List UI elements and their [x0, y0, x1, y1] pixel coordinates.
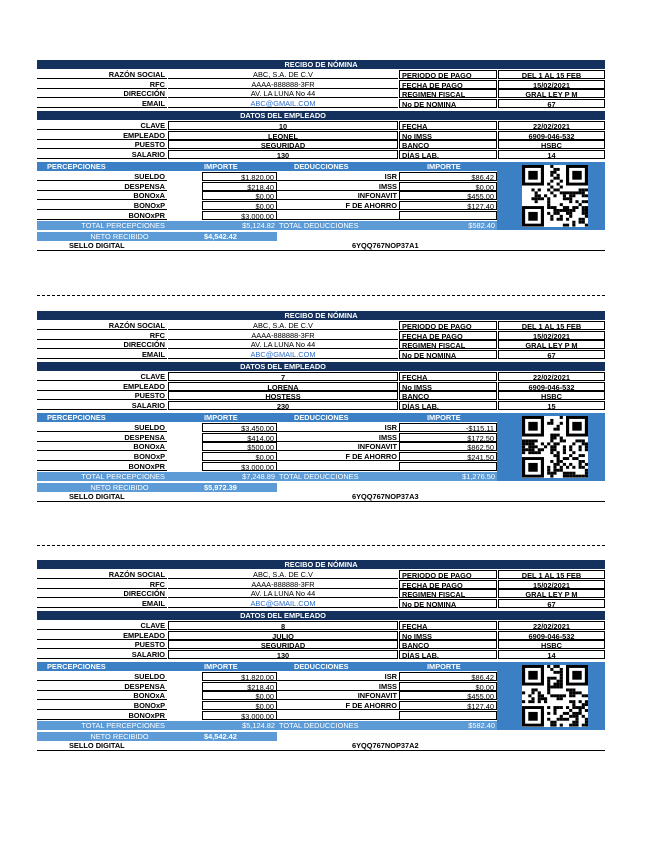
company-row-email [37, 99, 605, 108]
neto-row [37, 732, 497, 741]
clave-value: 8 [168, 621, 398, 630]
percepcion-importe: $3,000.00 [202, 711, 277, 720]
imss-label: No IMSS [399, 382, 497, 391]
deduccion-label: ISR [277, 423, 399, 432]
banco-label: BANCO [399, 140, 497, 149]
percepcion-label: BONOxPR [37, 462, 167, 471]
neto-value: $5,972.39 [202, 483, 277, 492]
sello-value: 6YQQ767NOP37A1 [352, 241, 419, 251]
empleado-label: EMPLEADO [37, 631, 167, 640]
deduccion-importe: $862.50 [399, 442, 497, 451]
employee-header: DATOS DEL EMPLEADO [240, 611, 326, 620]
employee-row-salario [37, 650, 605, 659]
fecha_pago-value: 15/02/2021 [498, 331, 605, 340]
banco-value: HSBC [498, 140, 605, 149]
deduccion-importe: $86.42 [399, 172, 497, 181]
rfc-value: AAAA-888888-3FR [168, 580, 398, 589]
percepcion-label: BONOxP [37, 701, 167, 710]
sello-label: SELLO DIGITAL [69, 492, 125, 502]
rfc-value: AAAA-888888-3FR [168, 80, 398, 89]
importe-header: IMPORTE [204, 413, 238, 422]
payroll-receipt [37, 60, 605, 292]
neto-label: NETO RECIBIDO [37, 483, 202, 492]
percepcion-importe: $1,820.00 [202, 172, 277, 181]
empleado-value: LEONEL [168, 131, 398, 140]
qr-code [522, 416, 588, 478]
percepcion-importe: $1,820.00 [202, 672, 277, 681]
percepcion-label: DESPENSA [37, 433, 167, 442]
receipt-title: RECIBO DE NÓMINA [284, 311, 358, 320]
imss-value: 6909-046-532 [498, 131, 605, 140]
salario-label: SALARIO [37, 401, 167, 410]
razon_social-value: ABC, S.A. DE C.V [168, 321, 398, 330]
employee-header: DATOS DEL EMPLEADO [240, 111, 326, 120]
deduccion-importe: $455.00 [399, 191, 497, 200]
sello-label: SELLO DIGITAL [69, 741, 125, 751]
deduccion-importe: $0.00 [399, 682, 497, 691]
nomina-value: 67 [498, 599, 605, 608]
puesto-value: SEGURIDAD [168, 140, 398, 149]
periodo-label: PERIODO DE PAGO [399, 570, 497, 579]
dashed-separator [37, 295, 605, 296]
deduccion-importe: $0.00 [399, 182, 497, 191]
totals-row [37, 472, 497, 481]
clave-label: CLAVE [37, 621, 167, 630]
razon_social-label: RAZÓN SOCIAL [37, 321, 167, 330]
fecha-label: FECHA [399, 372, 497, 381]
empleado-label: EMPLEADO [37, 131, 167, 140]
percepcion-label: BONOxP [37, 201, 167, 210]
email-label: EMAIL [37, 99, 167, 108]
fecha_pago-value: 15/02/2021 [498, 580, 605, 589]
receipt-title-bar [37, 311, 605, 320]
neto-value: $4,542.42 [202, 232, 277, 241]
importe-deducciones-header: IMPORTE [427, 662, 461, 671]
percepcion-importe: $3,000.00 [202, 211, 277, 220]
rfc-label: RFC [37, 580, 167, 589]
percepcion-label: BONOxP [37, 452, 167, 461]
regimen-value: GRAL LEY P M [498, 340, 605, 349]
sello-value: 6YQQ767NOP37A2 [352, 741, 419, 751]
company-row-direccion [37, 589, 605, 598]
banco-label: BANCO [399, 640, 497, 649]
salario-value: 230 [168, 401, 398, 410]
sello-value: 6YQQ767NOP37A3 [352, 492, 419, 502]
importe-header: IMPORTE [204, 162, 238, 171]
empleado-value: JULIO [168, 631, 398, 640]
fecha_pago-label: FECHA DE PAGO [399, 80, 497, 89]
email-link[interactable]: ABC@GMAIL.COM [168, 99, 398, 108]
email-link[interactable]: ABC@GMAIL.COM [168, 350, 398, 359]
fecha_pago-value: 15/02/2021 [498, 80, 605, 89]
empleado-value: LORENA [168, 382, 398, 391]
regimen-label: REGIMEN FISCAL [399, 89, 497, 98]
company-row-direccion [37, 89, 605, 98]
deduccion-importe: $241.50 [399, 452, 497, 461]
direccion-label: DIRECCIÓN [37, 89, 167, 98]
clave-value: 10 [168, 121, 398, 130]
total-deducciones-value: $582.40 [468, 220, 495, 230]
deduccion-label: IMSS [277, 182, 399, 191]
razon_social-value: ABC, S.A. DE C.V [168, 570, 398, 579]
puesto-label: PUESTO [37, 391, 167, 400]
email-label: EMAIL [37, 350, 167, 359]
email-label: EMAIL [37, 599, 167, 608]
total-percepciones-label: TOTAL PERCEPCIONES [81, 471, 165, 481]
employee-row-empleado [37, 382, 605, 391]
total-deducciones-value: $582.40 [468, 720, 495, 730]
company-row-direccion [37, 340, 605, 349]
percepcion-label: BONOxPR [37, 211, 167, 220]
deduccion-label: IMSS [277, 433, 399, 442]
deduccion-importe: $455.00 [399, 691, 497, 700]
receipt-title-bar [37, 60, 605, 69]
direccion-label: DIRECCIÓN [37, 589, 167, 598]
total-percepciones-value: $7,248.89 [242, 471, 275, 481]
banco-value: HSBC [498, 391, 605, 400]
percepcion-label: DESPENSA [37, 182, 167, 191]
percepcion-label: SUELDO [37, 672, 167, 681]
total-deducciones-value: $1,276.50 [462, 471, 495, 481]
deduccion-importe: $127.40 [399, 701, 497, 710]
deduccion-label: ISR [277, 172, 399, 181]
fecha_pago-label: FECHA DE PAGO [399, 331, 497, 340]
puesto-label: PUESTO [37, 640, 167, 649]
qr-code-graphic [522, 165, 588, 227]
deducciones-header: DEDUCCIONES [294, 162, 349, 171]
percepcion-label: BONOxA [37, 191, 167, 200]
sello-row [37, 492, 605, 502]
percepcion-importe: $0.00 [202, 701, 277, 710]
sello-row [37, 241, 605, 251]
salario-value: 130 [168, 150, 398, 159]
percepcion-label: SUELDO [37, 172, 167, 181]
deduccion-importe: -$115.11 [399, 423, 497, 432]
employee-row-puesto [37, 140, 605, 149]
deduccion-importe [399, 462, 497, 471]
deduccion-label: INFONAVIT [277, 442, 399, 451]
salario-label: SALARIO [37, 650, 167, 659]
employee-row-clave [37, 621, 605, 630]
razon_social-label: RAZÓN SOCIAL [37, 70, 167, 79]
dashed-separator [37, 545, 605, 546]
dias-label: DÍAS LAB. [399, 650, 497, 659]
total-percepciones-label: TOTAL PERCEPCIONES [81, 220, 165, 230]
company-row-rfc [37, 80, 605, 89]
percepcion-importe: $0.00 [202, 191, 277, 200]
deduccion-label: F DE AHORRO [277, 201, 399, 210]
deduccion-importe [399, 711, 497, 720]
employee-row-clave [37, 121, 605, 130]
clave-value: 7 [168, 372, 398, 381]
clave-label: CLAVE [37, 121, 167, 130]
imss-value: 6909-046-532 [498, 382, 605, 391]
nomina-label: No DE NOMINA [399, 99, 497, 108]
clave-label: CLAVE [37, 372, 167, 381]
total-deducciones-label: TOTAL DEDUCCIONES [279, 720, 359, 730]
deduccion-label: INFONAVIT [277, 191, 399, 200]
percepcion-label: BONOxA [37, 442, 167, 451]
puesto-value: HOSTESS [168, 391, 398, 400]
salario-label: SALARIO [37, 150, 167, 159]
percepcion-label: DESPENSA [37, 682, 167, 691]
employee-row-salario [37, 401, 605, 410]
percepcion-importe: $500.00 [202, 442, 277, 451]
qr-code [522, 165, 588, 227]
deduccion-label [277, 711, 399, 720]
deduccion-importe [399, 211, 497, 220]
periodo-label: PERIODO DE PAGO [399, 321, 497, 330]
percepciones-header: PERCEPCIONES [47, 413, 106, 422]
employee-row-puesto [37, 391, 605, 400]
deduccion-label: F DE AHORRO [277, 701, 399, 710]
periodo-label: PERIODO DE PAGO [399, 70, 497, 79]
rfc-label: RFC [37, 80, 167, 89]
razon_social-label: RAZÓN SOCIAL [37, 570, 167, 579]
fecha-value: 22/02/2021 [498, 121, 605, 130]
percepcion-importe: $414.00 [202, 433, 277, 442]
banco-value: HSBC [498, 640, 605, 649]
regimen-label: REGIMEN FISCAL [399, 589, 497, 598]
company-row-razon_social [37, 70, 605, 79]
percepcion-label: BONOxPR [37, 711, 167, 720]
imss-label: No IMSS [399, 131, 497, 140]
direccion-value: AV. LA LUNA No 44 [168, 89, 398, 98]
receipt-title: RECIBO DE NÓMINA [284, 60, 358, 69]
total-percepciones-value: $5,124.82 [242, 720, 275, 730]
qr-code-graphic [522, 665, 588, 727]
company-row-rfc [37, 331, 605, 340]
email-link[interactable]: ABC@GMAIL.COM [168, 599, 398, 608]
percepciones-header: PERCEPCIONES [47, 162, 106, 171]
neto-value: $4,542.42 [202, 732, 277, 741]
payroll-items-header [37, 662, 497, 671]
deduccion-label: F DE AHORRO [277, 452, 399, 461]
deduccion-label: INFONAVIT [277, 691, 399, 700]
rfc-label: RFC [37, 331, 167, 340]
fecha-label: FECHA [399, 121, 497, 130]
fecha-label: FECHA [399, 621, 497, 630]
direccion-value: AV. LA LUNA No 44 [168, 589, 398, 598]
sello-label: SELLO DIGITAL [69, 241, 125, 251]
neto-label: NETO RECIBIDO [37, 732, 202, 741]
deduccion-label [277, 211, 399, 220]
total-deducciones-label: TOTAL DEDUCCIONES [279, 220, 359, 230]
percepcion-importe: $3,450.00 [202, 423, 277, 432]
employee-row-empleado [37, 631, 605, 640]
puesto-label: PUESTO [37, 140, 167, 149]
deduccion-label: ISR [277, 672, 399, 681]
deduccion-importe: $127.40 [399, 201, 497, 210]
direccion-value: AV. LA LUNA No 44 [168, 340, 398, 349]
percepcion-importe: $0.00 [202, 201, 277, 210]
regimen-value: GRAL LEY P M [498, 589, 605, 598]
dias-value: 14 [498, 650, 605, 659]
company-row-email [37, 350, 605, 359]
dias-label: DÍAS LAB. [399, 150, 497, 159]
company-row-razon_social [37, 570, 605, 579]
company-row-razon_social [37, 321, 605, 330]
periodo-value: DEL 1 AL 15 FEB [498, 70, 605, 79]
banco-label: BANCO [399, 391, 497, 400]
employee-row-puesto [37, 640, 605, 649]
employee-row-clave [37, 372, 605, 381]
percepcion-importe: $3,000.00 [202, 462, 277, 471]
fecha_pago-label: FECHA DE PAGO [399, 580, 497, 589]
payroll-receipt [37, 311, 605, 543]
salario-value: 130 [168, 650, 398, 659]
percepcion-label: SUELDO [37, 423, 167, 432]
percepciones-header: PERCEPCIONES [47, 662, 106, 671]
periodo-value: DEL 1 AL 15 FEB [498, 570, 605, 579]
totals-row [37, 721, 497, 730]
total-deducciones-label: TOTAL DEDUCCIONES [279, 471, 359, 481]
employee-row-salario [37, 150, 605, 159]
employee-row-empleado [37, 131, 605, 140]
nomina-label: No DE NOMINA [399, 599, 497, 608]
nomina-label: No DE NOMINA [399, 350, 497, 359]
fecha-value: 22/02/2021 [498, 621, 605, 630]
deduccion-importe: $172.50 [399, 433, 497, 442]
company-row-rfc [37, 580, 605, 589]
deduccion-label [277, 462, 399, 471]
total-percepciones-value: $5,124.82 [242, 220, 275, 230]
qr-code [522, 665, 588, 727]
nomina-value: 67 [498, 350, 605, 359]
rfc-value: AAAA-888888-3FR [168, 331, 398, 340]
employee-header: DATOS DEL EMPLEADO [240, 362, 326, 371]
percepcion-label: BONOxA [37, 691, 167, 700]
payroll-items-header [37, 413, 497, 422]
imss-value: 6909-046-532 [498, 631, 605, 640]
percepcion-importe: $218.40 [202, 682, 277, 691]
dias-value: 14 [498, 150, 605, 159]
employee-header-bar [37, 611, 605, 620]
percepcion-importe: $0.00 [202, 452, 277, 461]
deduccion-label: IMSS [277, 682, 399, 691]
razon_social-value: ABC, S.A. DE C.V [168, 70, 398, 79]
periodo-value: DEL 1 AL 15 FEB [498, 321, 605, 330]
empleado-label: EMPLEADO [37, 382, 167, 391]
neto-row [37, 232, 497, 241]
percepcion-importe: $0.00 [202, 691, 277, 700]
direccion-label: DIRECCIÓN [37, 340, 167, 349]
percepcion-importe: $218.40 [202, 182, 277, 191]
regimen-value: GRAL LEY P M [498, 89, 605, 98]
nomina-value: 67 [498, 99, 605, 108]
sello-row [37, 741, 605, 751]
puesto-value: SEGURIDAD [168, 640, 398, 649]
dias-label: DÍAS LAB. [399, 401, 497, 410]
payroll-items-header [37, 162, 497, 171]
regimen-label: REGIMEN FISCAL [399, 340, 497, 349]
importe-deducciones-header: IMPORTE [427, 162, 461, 171]
deducciones-header: DEDUCCIONES [294, 662, 349, 671]
company-row-email [37, 599, 605, 608]
neto-row [37, 483, 497, 492]
receipt-title-bar [37, 560, 605, 569]
receipt-title: RECIBO DE NÓMINA [284, 560, 358, 569]
employee-header-bar [37, 111, 605, 120]
employee-header-bar [37, 362, 605, 371]
payroll-receipt [37, 560, 605, 792]
deduccion-importe: $86.42 [399, 672, 497, 681]
deducciones-header: DEDUCCIONES [294, 413, 349, 422]
dias-value: 15 [498, 401, 605, 410]
importe-deducciones-header: IMPORTE [427, 413, 461, 422]
totals-row [37, 221, 497, 230]
neto-label: NETO RECIBIDO [37, 232, 202, 241]
total-percepciones-label: TOTAL PERCEPCIONES [81, 720, 165, 730]
qr-code-graphic [522, 416, 588, 478]
imss-label: No IMSS [399, 631, 497, 640]
importe-header: IMPORTE [204, 662, 238, 671]
fecha-value: 22/02/2021 [498, 372, 605, 381]
